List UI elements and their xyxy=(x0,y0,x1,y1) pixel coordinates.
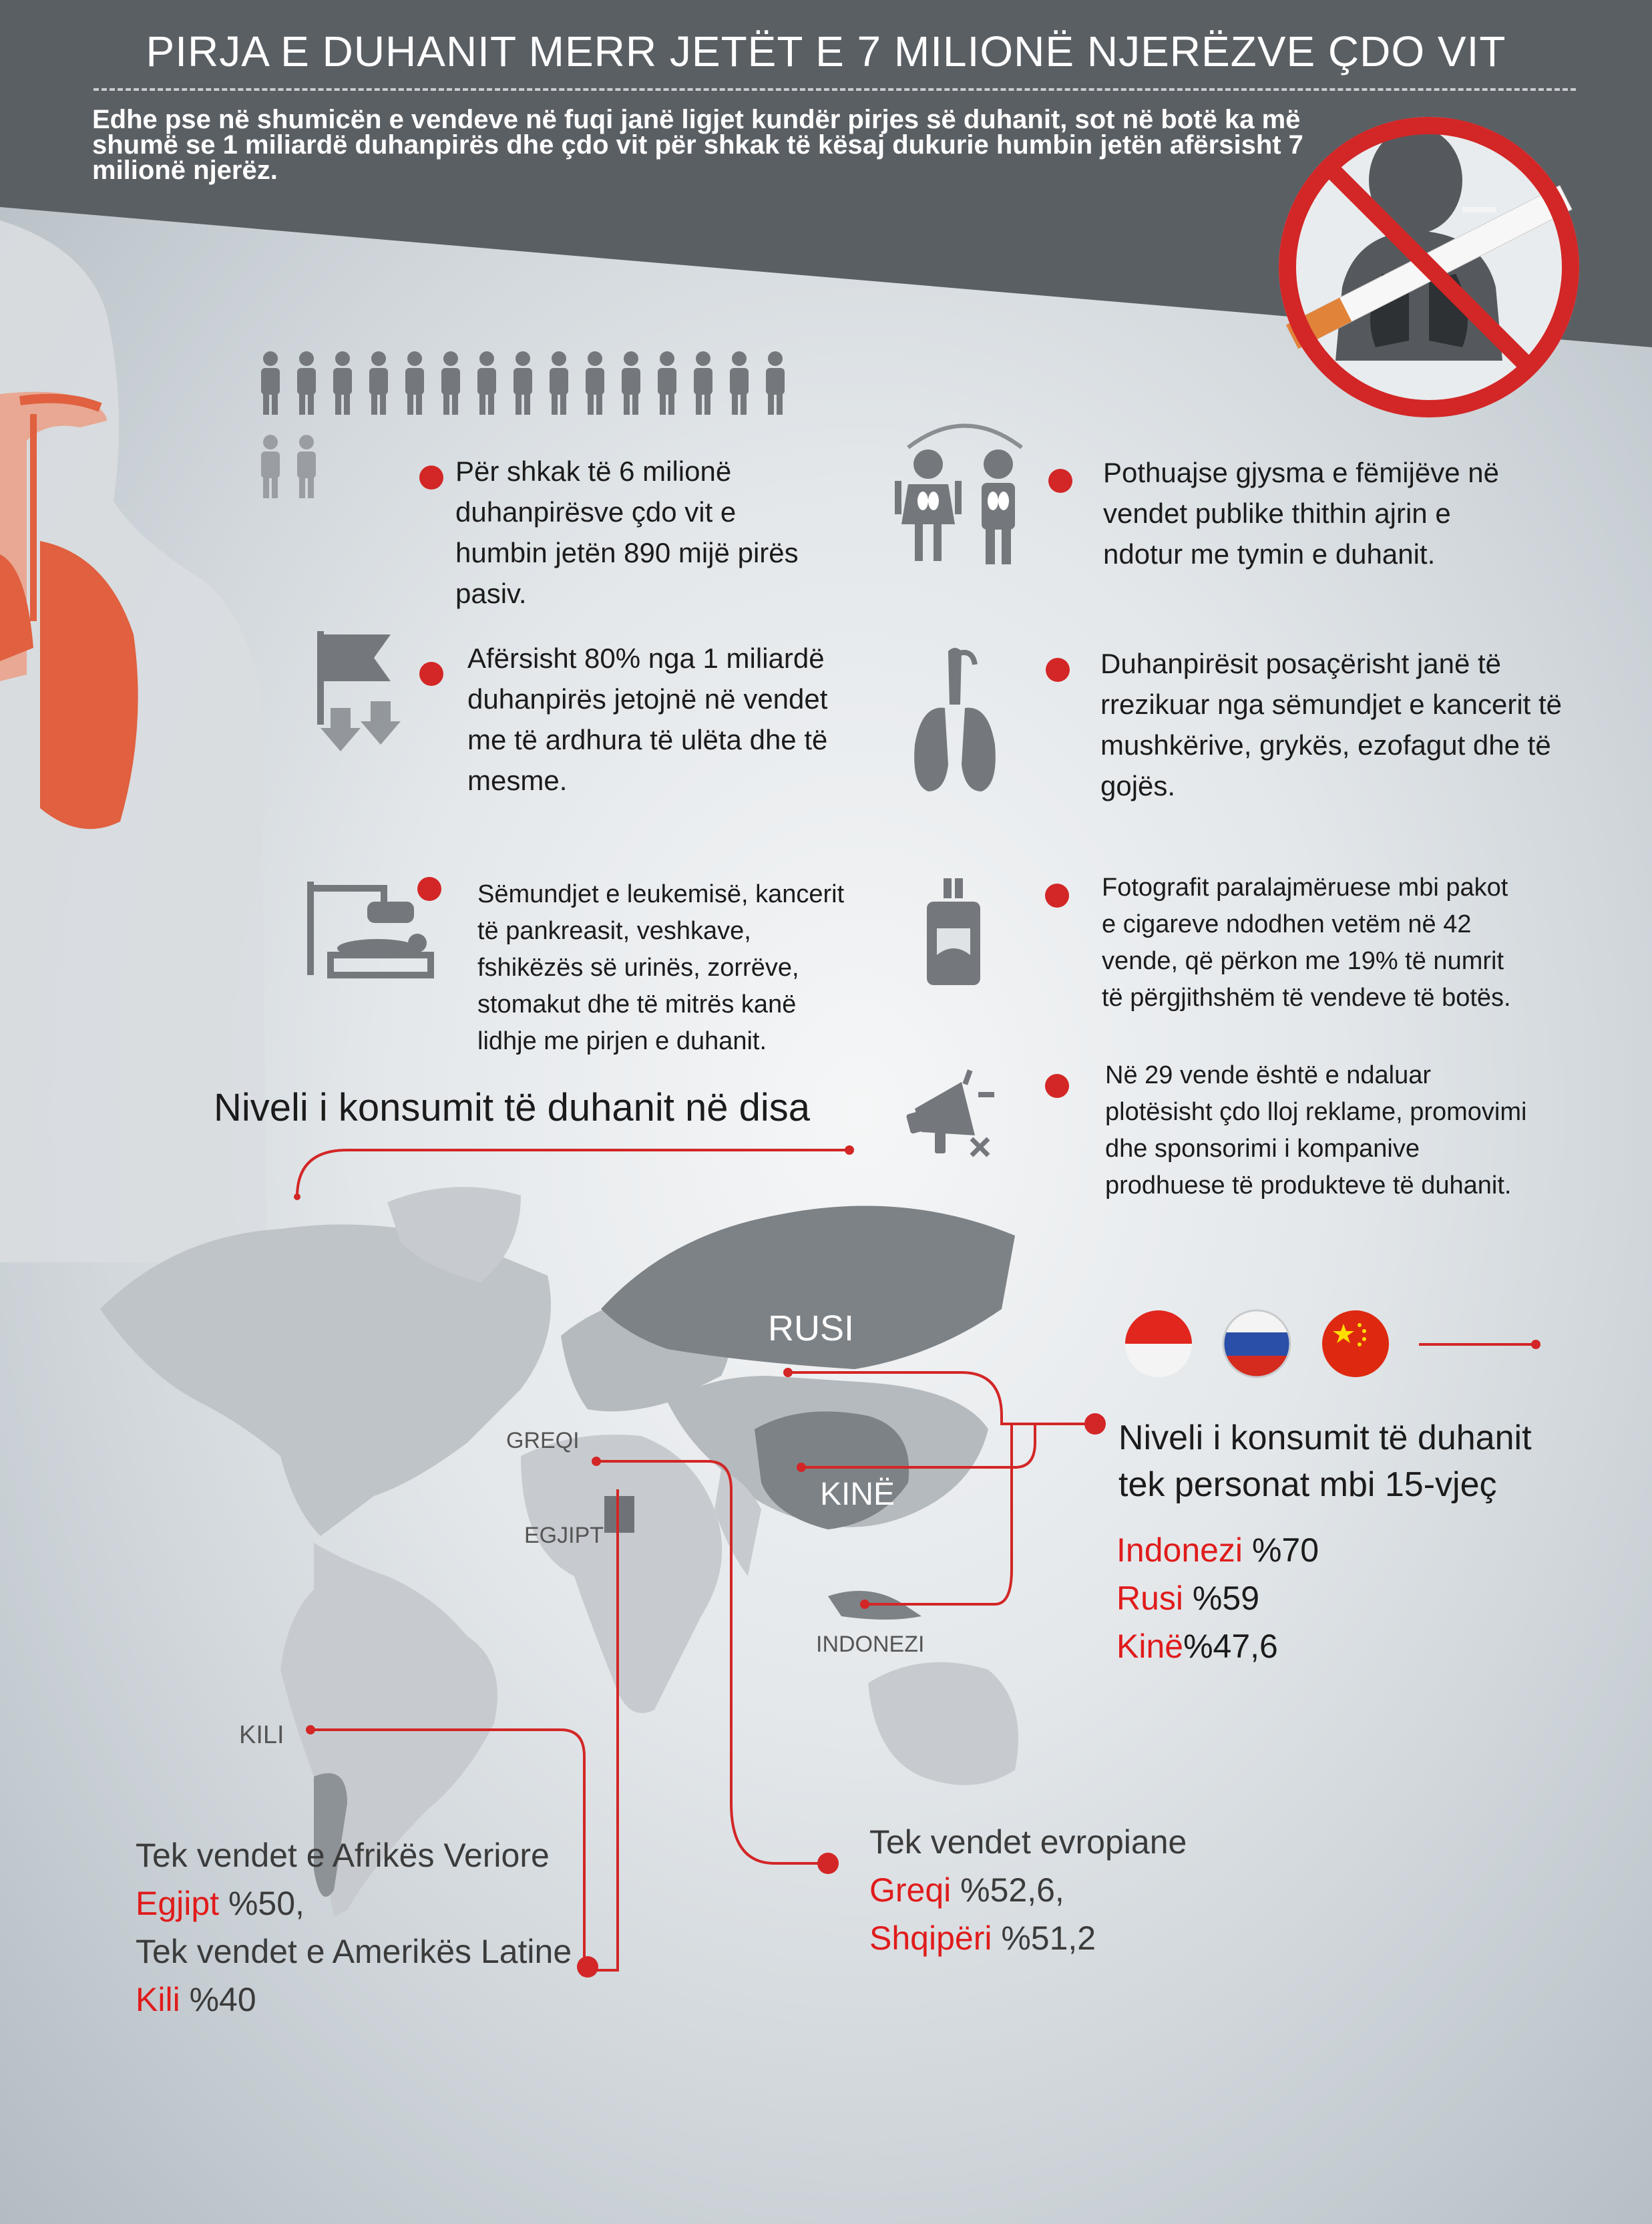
fact-line: Afërsisht 80% nga 1 miliardë xyxy=(467,642,825,674)
title-divider xyxy=(93,88,1576,91)
fact-line: rrezikuar nga sëmundjet e kancerit të xyxy=(1100,689,1563,720)
stat-row-egypt xyxy=(136,1879,572,1927)
intro-text xyxy=(92,107,1361,183)
stat-country: Egjipt xyxy=(136,1885,220,1922)
africa-latam-stats xyxy=(136,1831,572,2024)
stat-value: %50, xyxy=(219,1885,304,1922)
map-heading: Niveli i konsumit të duhanit në disa xyxy=(214,1086,811,1129)
stat-value: %47,6 xyxy=(1183,1628,1278,1665)
fact-line: dhe sponsorimi i kompanive xyxy=(1105,1135,1420,1163)
fact-line: Duhanpirësit posaçërisht janë të xyxy=(1100,648,1502,679)
fact-line: mesme. xyxy=(467,765,568,796)
africa-title: Tek vendet e Afrikës Veriore xyxy=(136,1837,550,1874)
fact-passive-smokers xyxy=(455,451,799,614)
fact-line: të pankreasit, veshkave, xyxy=(477,917,751,945)
fact-line: duhanpirësve çdo vit e xyxy=(455,496,737,528)
fact-line: lidhje me pirjen e duhanit. xyxy=(477,1027,767,1055)
china-flag-icon xyxy=(1321,1309,1390,1378)
stat-country: Kili xyxy=(136,1981,180,2018)
bullet-dot xyxy=(419,466,443,490)
asia-stats xyxy=(1116,1526,1319,1670)
fact-line: Në 29 vende është e ndaluar xyxy=(1105,1061,1432,1089)
stat-country: Shqipëri xyxy=(869,1919,992,1957)
asia-title-line: Niveli i konsumit të duhanit xyxy=(1118,1419,1532,1457)
fact-line: Fotografit paralajmëruese mbi pakot xyxy=(1102,874,1508,902)
stat-value: %51,2 xyxy=(992,1919,1096,1957)
fact-line: prodhuese të produkteve të duhanit. xyxy=(1105,1171,1512,1199)
children-smoke-icon xyxy=(888,411,1042,571)
bullet-dot xyxy=(1045,884,1069,908)
stat-value: %59 xyxy=(1183,1580,1259,1617)
stat-value: %52,6, xyxy=(951,1871,1064,1909)
cigarette-pack-icon xyxy=(920,875,987,988)
stat-row-chile xyxy=(136,1976,572,2024)
map-label-egypt: EGJIPT xyxy=(524,1523,604,1548)
lungs-icon xyxy=(908,644,1002,798)
map-label-greece: GREQI xyxy=(506,1428,580,1453)
fact-cancer-risk xyxy=(1100,643,1562,806)
map-label-china: KINË xyxy=(820,1477,895,1512)
bullet-dot xyxy=(1048,469,1072,493)
bullet-dot xyxy=(1045,1074,1069,1098)
fact-line: me të ardhura të ulëta dhe të xyxy=(467,724,828,755)
stat-row-china xyxy=(1116,1622,1319,1670)
map-label-russia: RUSI xyxy=(768,1308,855,1348)
no-smoking-sign-icon xyxy=(1262,107,1596,427)
fact-line: plotësisht çdo lloj reklame, promovimi xyxy=(1105,1098,1527,1126)
fact-line: fshikëzës së urinës, zorrëve, xyxy=(477,954,799,982)
stat-row-albania xyxy=(869,1914,1187,1962)
fact-line: vendet publike thithin ajrin e xyxy=(1103,498,1451,529)
latam-title: Tek vendet e Amerikës Latine xyxy=(136,1933,572,1970)
fact-line: vende, që përkon me 19% të numrit xyxy=(1102,947,1504,975)
fact-children-exposure xyxy=(1103,452,1499,574)
bullet-dot xyxy=(417,877,441,901)
asia-consumption-title xyxy=(1118,1415,1599,1508)
indonesia-flag-icon xyxy=(1124,1309,1193,1378)
stat-country: Kinë xyxy=(1116,1628,1184,1665)
asia-title-line: tek personat mbi 15-vjeç xyxy=(1118,1465,1497,1504)
flag-down-arrows-icon xyxy=(311,628,411,761)
russia-flag-icon xyxy=(1222,1309,1291,1378)
stat-row-greece xyxy=(869,1866,1187,1914)
fact-line: e cigareve ndodhen vetëm në 42 xyxy=(1102,910,1472,938)
intro-line: Edhe pse në shumicën e vendeve në fuqi janë ligjet kundër pirjes së duhanit, sot në botë ka më xyxy=(92,105,1301,134)
map-label-indonesia: INDONEZI xyxy=(816,1632,925,1657)
stat-country: Indonezi xyxy=(1116,1531,1243,1569)
fact-line: mushkërive, grykës, ezofagut dhe të xyxy=(1100,729,1551,761)
fact-line: Sëmundjet e leukemisë, kancerit xyxy=(477,880,845,908)
europe-stats xyxy=(869,1818,1187,1962)
fact-line: të përgjithshëm të vendeve të botës. xyxy=(1102,984,1511,1012)
intro-line: milionë njerëz. xyxy=(92,156,278,185)
fact-low-income-countries xyxy=(467,638,827,801)
intro-line: shumë se 1 miliardë duhanpirës dhe çdo vit për shkak të kësaj dukurie humbin jetën afërsisht 7 xyxy=(92,130,1303,160)
fact-line: duhanpirës jetojnë në vendet xyxy=(467,683,828,715)
stat-value: %40 xyxy=(180,1981,256,2018)
fact-line: Pothuajse gjysma e fëmijëve në xyxy=(1103,457,1499,488)
fact-line: pasiv. xyxy=(455,578,527,609)
bullet-dot xyxy=(1046,658,1070,682)
map-label-chile: KILI xyxy=(239,1721,284,1749)
stat-country: Rusi xyxy=(1116,1580,1184,1617)
fact-line: gojës. xyxy=(1100,770,1176,801)
page-title: PIRJA E DUHANIT MERR JETËT E 7 MILIONË NJERËZVE ÇDO VIT xyxy=(146,27,1506,75)
fact-line: humbin jetën 890 mijë pirës xyxy=(455,537,799,568)
fact-line: stomakut dhe të mitrës kanë xyxy=(477,990,797,1018)
fact-line: Për shkak të 6 milionë xyxy=(455,455,732,487)
fact-line: ndotur me tymin e duhanit. xyxy=(1103,538,1436,570)
fact-warning-photos xyxy=(1102,870,1511,1016)
stat-country: Greqi xyxy=(869,1871,952,1909)
europe-title: Tek vendet evropiane xyxy=(869,1823,1187,1861)
stat-row-indonesia xyxy=(1116,1526,1319,1574)
bullet-dot xyxy=(419,662,443,686)
fact-related-diseases xyxy=(477,876,844,1060)
stat-value: %70 xyxy=(1243,1531,1319,1569)
stat-row-russia xyxy=(1116,1574,1319,1622)
